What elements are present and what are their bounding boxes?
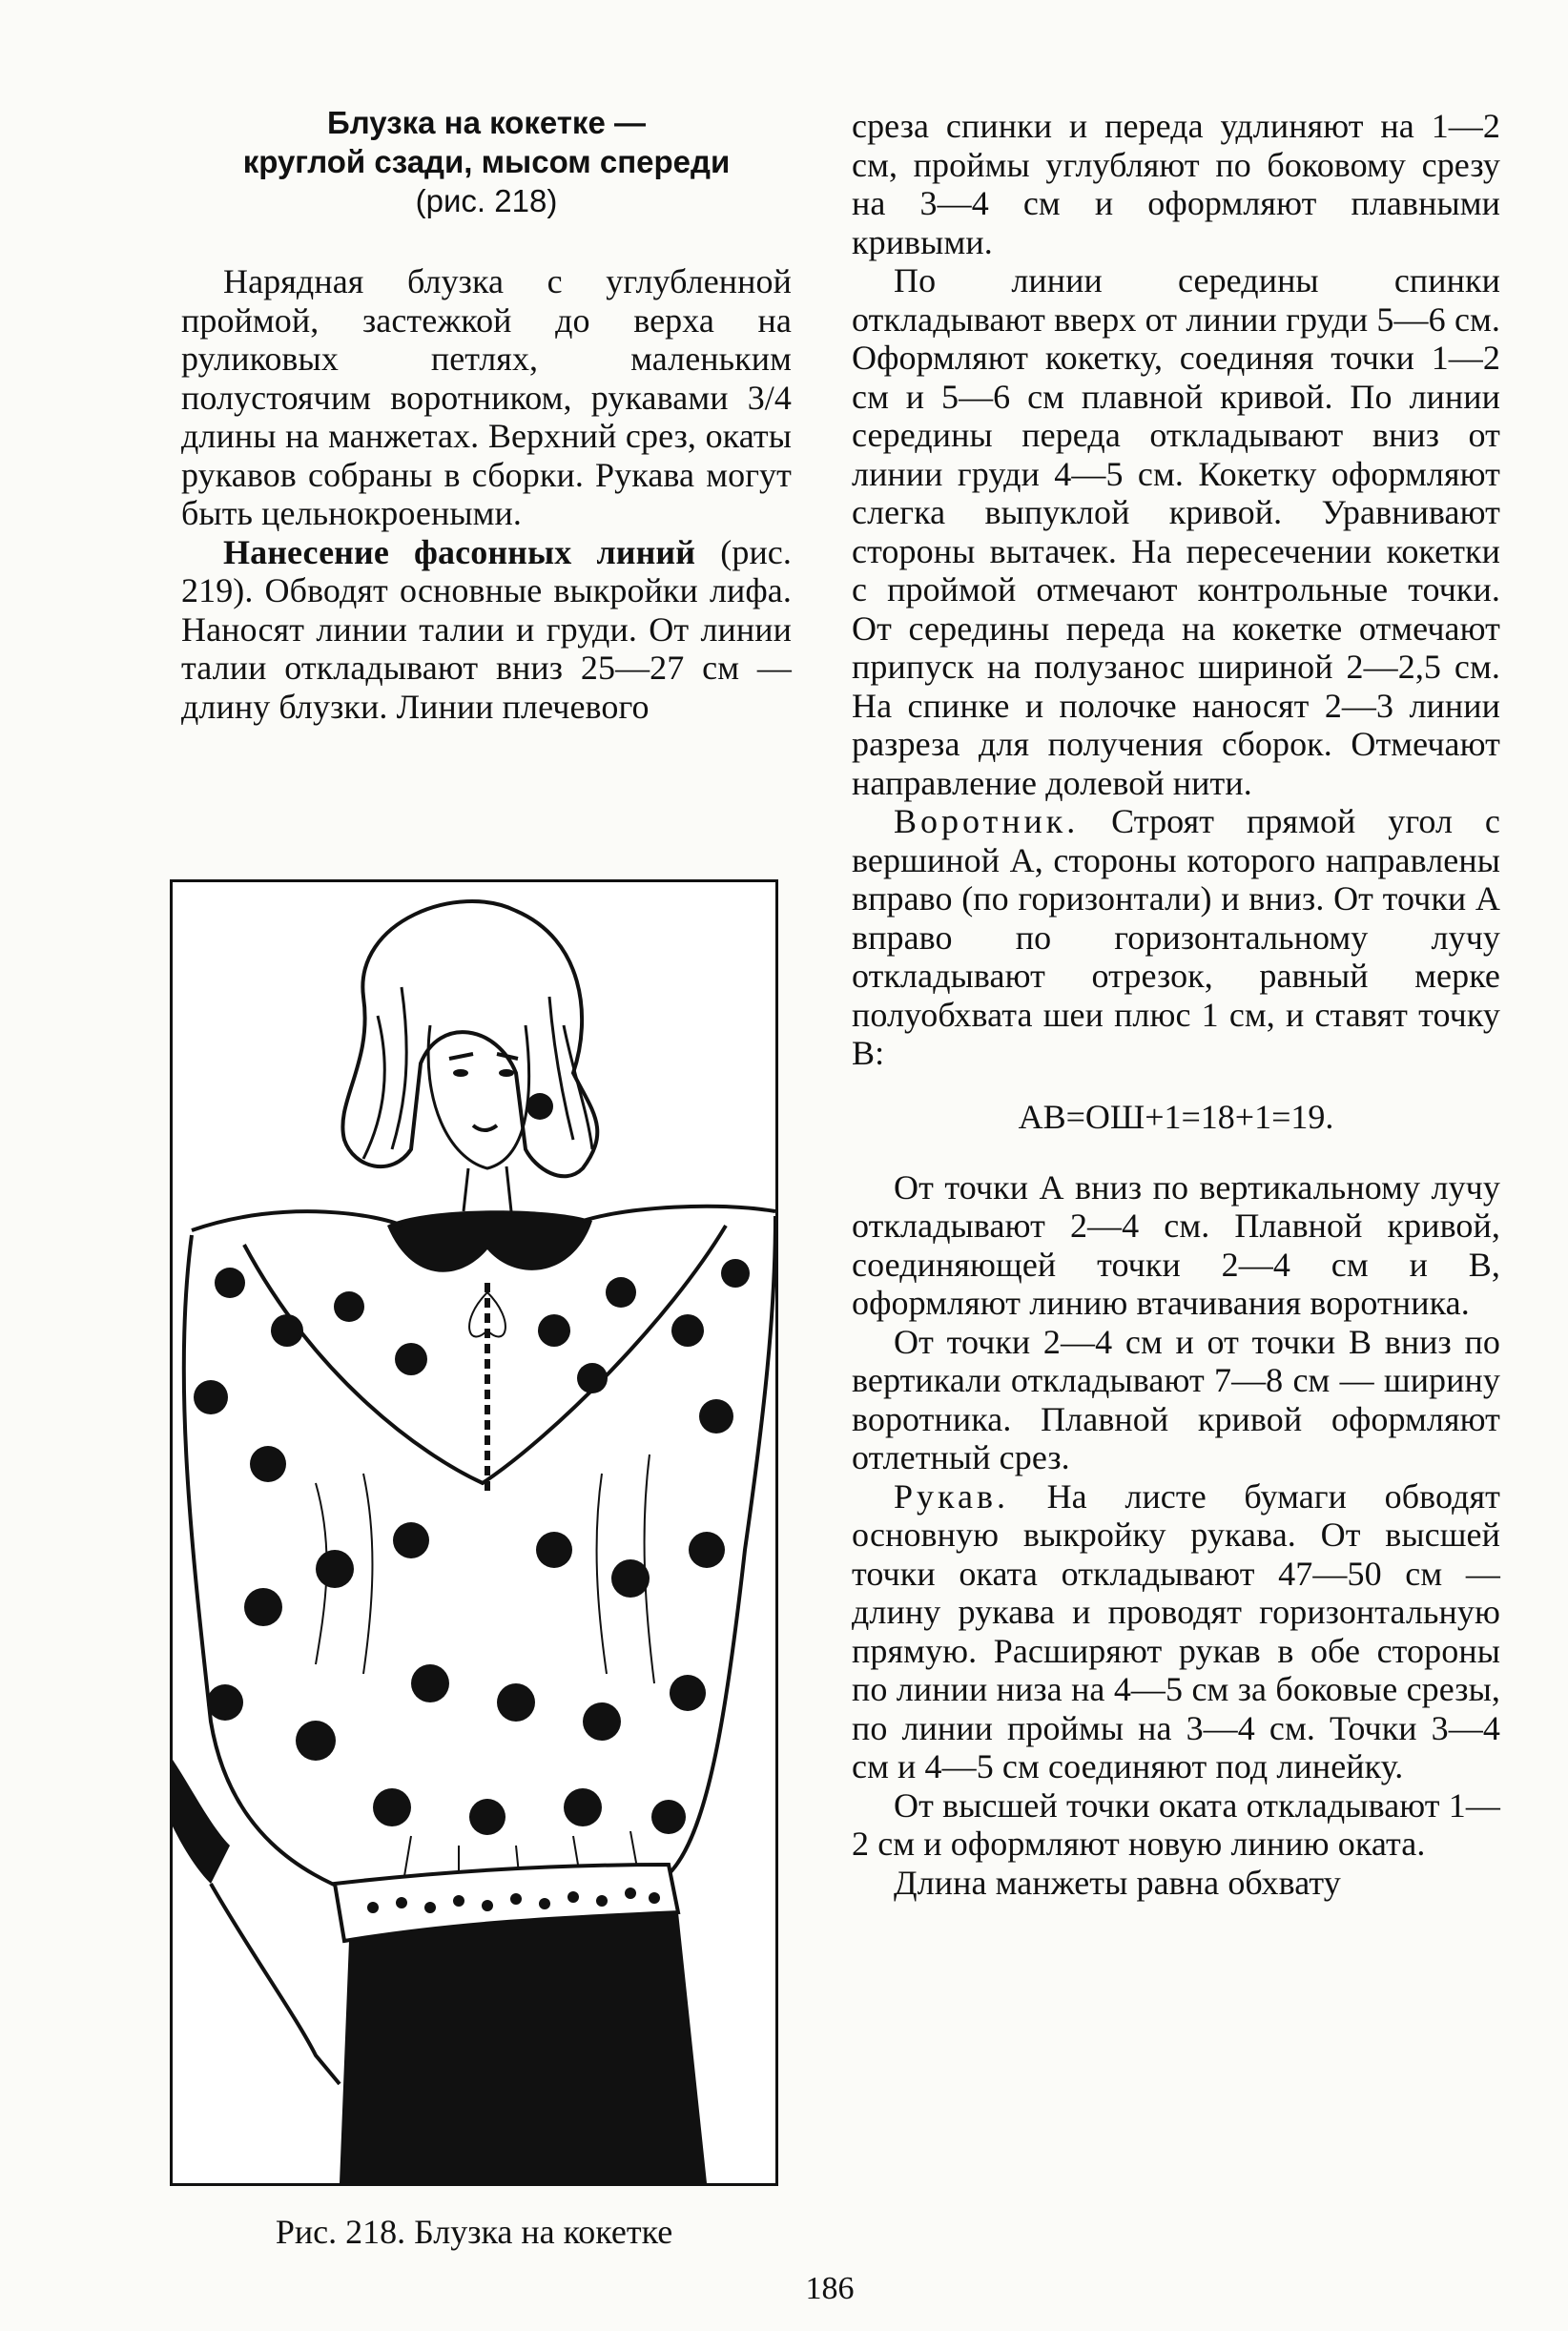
heading-line-2: круглой сзади, мысом спереди — [242, 144, 731, 179]
paragraph-sleeve — [852, 1477, 1500, 1786]
paragraph-collar — [852, 802, 1500, 1073]
paragraph-cap: От высшей точки оката откладывают 1—2 см и оформляют новую линию оката. — [852, 1785, 1500, 1863]
subheading-style-lines: Нанесение фасонных линий — [223, 532, 696, 571]
paragraph-collar-line: От точки А вниз по вертикальному лучу откладывают 2—4 см. Плавной кривой, соединяющей точки 2—4 см и В, оформляют линию втачивания воротника. — [852, 1167, 1500, 1322]
blouse-illustration — [173, 882, 775, 2183]
heading-figure-ref: (рис. 218) — [415, 183, 558, 218]
sleeve-text: На листе бумаги обводят основную выкройку рукава. От высшей точки оката откладывают 47—50 см — длину рукава и проводят горизонтальную прямую. Расширяют рукав в обе стороны по линии низа на 4—5 см за боковые срезы, по линии проймы на 3—4 см. Точки 3—4 см и 4—5 см соединяют под линейку. — [852, 1476, 1500, 1785]
paragraph-description: Нарядная блузка с углубленной проймой, застежкой до верха на руликовых петлях, маленьким полустоячим воротником, рукавами 3/4 длины на манжетах. Верхний срез, окаты рукавов собраны в сборки. Рукава могут быть цельнокроеными. — [181, 262, 792, 532]
paragraph-yoke: По линии середины спинки откладывают вверх от линии груди 5—6 см. Оформляют кокетку, соединяя точки 1—2 см и 5—6 см плавной кривой. По линии середины переда откладывают вниз от линии груди 4—5 см. Кокетку оформляют слегка выпуклой кривой. Уравнивают стороны вытачек. На пересечении кокетки с проймой отмечают контрольные точки. От середины переда на кокетке отмечают припуск на полузанос шириной 2—2,5 см. На спинке и полочке наносят 2—3 линии разреза для получения сборок. Отмечают направление долевой нити. — [852, 261, 1500, 802]
subheading-collar: Воротник. — [894, 802, 1080, 840]
earring — [526, 1093, 553, 1120]
collar-text: Строят прямой угол с вершиной А, стороны которого направлены вправо (по горизонтали) и вниз. От точки А вправо по горизонтальному лучу откладывают отрезок, равный мерке полуобхвата шеи плюс 1 см, и ставят точку В: — [852, 802, 1500, 1072]
section-heading — [181, 103, 792, 220]
collar — [387, 1210, 592, 1271]
skirt — [340, 1912, 707, 2183]
polka-dots — [194, 1259, 750, 1835]
right-column — [852, 107, 1500, 1902]
figure-caption: Рис. 218. Блузка на кокетке — [275, 2213, 673, 2251]
subheading-sleeve: Рукав. — [894, 1476, 1009, 1516]
face-outline — [428, 1025, 529, 1168]
sleeve-cuff — [173, 1760, 230, 1884]
left-column — [181, 262, 792, 726]
paragraph-style-lines — [181, 533, 792, 727]
paragraph-cuff: Длина манжеты равна обхвату — [894, 1863, 1341, 1902]
formula: АВ=ОШ+1=18+1=19. — [1018, 1097, 1334, 1136]
page-number: 186 — [805, 2271, 855, 2306]
heading-line-1: Блузка на кокетке — — [327, 105, 646, 140]
style-lines-text: (рис. 219). Обводят основные выкройки лифа. Наносят линии талии и груди. От линии талии откладывают вниз 25—27 см — длину блузки. Линии плечевого — [181, 532, 792, 726]
paragraph-collar-width: От точки 2—4 см и от точки В вниз по вертикали откладывают 7—8 см — ширину воротника. Плавной кривой оформляют отлетный срез. — [852, 1322, 1500, 1476]
paragraph-continued: среза спинки и переда удлиняют на 1—2 см, проймы углубляют по боковому срезу на 3—4 см и оформляют плавными кривыми. — [852, 107, 1500, 261]
figure-blouse — [170, 879, 778, 2186]
